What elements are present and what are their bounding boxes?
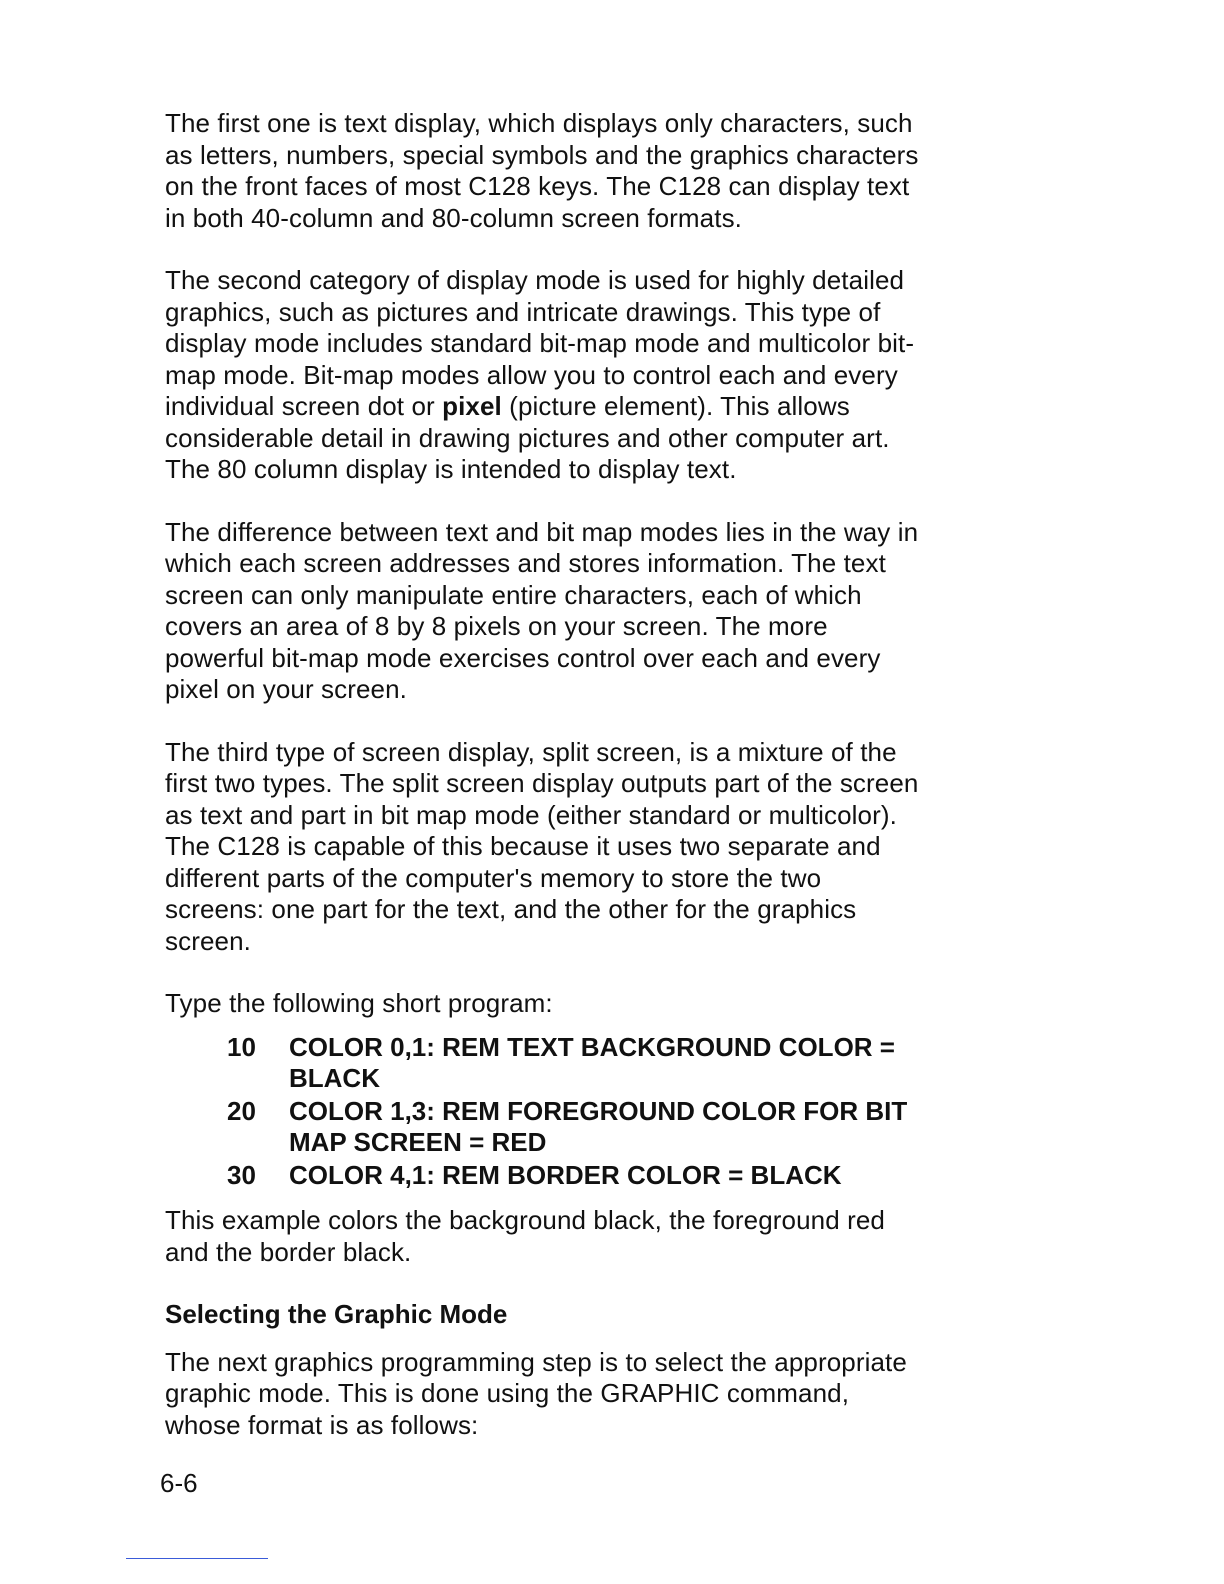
text-line-with-bold-term [165, 391, 1005, 423]
text-line: graphics, such as pictures and intricate drawings. This type of [165, 296, 881, 327]
text-line: map mode. Bit-map modes allow you to control each and every [165, 359, 898, 390]
paragraph-example-result [165, 1205, 1005, 1268]
text-line: screens: one part for the text, and the other for the graphics [165, 894, 857, 924]
text-line: which each screen addresses and stores information. The text [165, 548, 886, 578]
program-line [227, 1160, 1005, 1192]
paragraph-graphic-command [165, 1347, 1005, 1442]
text-line: screen. [165, 925, 251, 956]
footer-rule [126, 1558, 268, 1559]
text-line: display mode includes standard bit-map mode and multicolor bit- [165, 328, 915, 358]
line-code [289, 1096, 907, 1159]
text-line: on the front faces of most C128 keys. The C128 can display text [165, 171, 910, 201]
line-code [289, 1160, 842, 1192]
text-line: first two types. The split screen display outputs part of the screen [165, 768, 919, 798]
program-line [227, 1096, 1005, 1159]
text-line: in both 40-column and 80-column screen formats. [165, 202, 742, 233]
text-line: pixel on your screen. [165, 674, 408, 704]
text-fragment: individual screen dot or [165, 391, 443, 421]
line-number: 20 [227, 1095, 256, 1126]
code-text-line: COLOR 1,3: REM FOREGROUND COLOR FOR BIT [289, 1095, 908, 1126]
code-text-line: BLACK [289, 1063, 380, 1093]
text-line: Type the following short program: [165, 988, 553, 1018]
line-number: 30 [227, 1159, 256, 1190]
bold-term-pixel: pixel [442, 391, 502, 421]
code-text-line: MAP SCREEN = RED [289, 1127, 547, 1157]
text-line: screen can only manipulate entire characters, each of which [165, 579, 862, 610]
page-number: 6-6 [160, 1468, 198, 1498]
text-line: The C128 is capable of this because it uses two separate and [165, 831, 881, 861]
code-text-line: COLOR 4,1: REM BORDER COLOR = BLACK [289, 1159, 842, 1190]
text-line: The first one is text display, which displays only characters, such [165, 108, 913, 138]
text-line: The next graphics programming step is to select the appropriate [165, 1346, 907, 1377]
text-line: powerful bit-map mode exercises control over each and every [165, 642, 881, 673]
paragraph-split-screen [165, 737, 1005, 958]
program-listing [227, 1032, 1005, 1192]
text-line: as text and part in bit map mode (either standard or multicolor). [165, 799, 897, 830]
text-line: covers an area of 8 by 8 pixels on your screen. The more [165, 611, 828, 641]
text-line: This example colors the background black, the foreground red [165, 1205, 885, 1235]
text-line: The second category of display mode is used for highly detailed [165, 265, 905, 295]
program-line [227, 1032, 1005, 1095]
paragraph-program-intro [165, 988, 1005, 1020]
text-line: The difference between text and bit map modes lies in the way in [165, 516, 919, 547]
paragraph-text-display [165, 108, 1005, 234]
document-body [165, 108, 1005, 1472]
line-code [289, 1032, 895, 1095]
text-line: and the border black. [165, 1236, 412, 1267]
text-line: graphic mode. This is done using the GRAPHIC command, [165, 1378, 850, 1408]
code-text-line: COLOR 0,1: REM TEXT BACKGROUND COLOR = [289, 1031, 895, 1062]
text-line: different parts of the computer's memory to store the two [165, 862, 822, 893]
text-fragment: (picture element). This allows [501, 391, 850, 421]
line-number: 10 [227, 1031, 256, 1062]
text-line: as letters, numbers, special symbols and the graphics characters [165, 139, 919, 170]
text-line: The third type of screen display, split screen, is a mixture of the [165, 736, 897, 767]
text-line: whose format is as follows: [165, 1409, 479, 1440]
text-line: The 80 column display is intended to display text. [165, 454, 737, 484]
section-heading: Selecting the Graphic Mode [165, 1299, 508, 1329]
text-line: considerable detail in drawing pictures and other computer art. [165, 422, 890, 453]
paragraph-text-vs-bitmap [165, 517, 1005, 706]
paragraph-bitmap-mode [165, 265, 1005, 486]
